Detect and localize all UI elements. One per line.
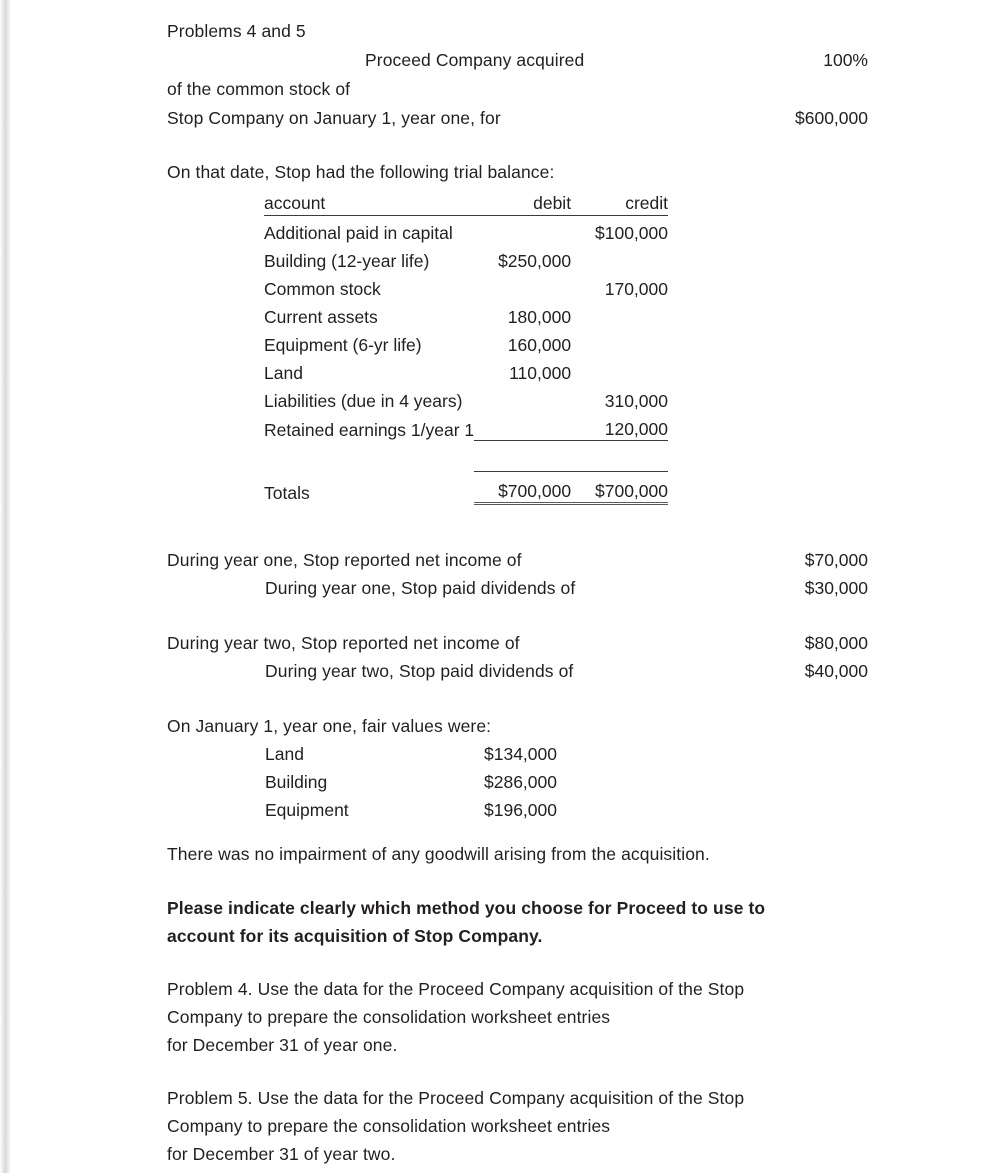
- problem-4-line-3: for December 31 of year one.: [167, 1035, 398, 1055]
- row-account: Current assets: [264, 307, 378, 327]
- acquired-percent: 100%: [823, 50, 868, 70]
- table-row: [264, 412, 668, 441]
- row-credit: $100,000: [595, 223, 668, 243]
- row-debit: 160,000: [507, 335, 572, 355]
- year-one-dividends-label: During year one, Stop paid dividends of: [265, 578, 576, 598]
- row-account: Common stock: [264, 279, 381, 299]
- row-debit: [474, 412, 571, 441]
- fair-value-label-building: Building: [265, 772, 328, 792]
- trial-balance-table: [264, 186, 668, 505]
- row-account: Equipment (6-yr life): [264, 335, 422, 355]
- row-account: Liabilities (due in 4 years): [264, 391, 463, 411]
- fair-values-intro: On January 1, year one, fair values were:: [167, 716, 492, 736]
- instruction-line-1: Please indicate clearly which method you choose for Proceed to use to: [167, 898, 766, 918]
- year-one-dividends-amount: $30,000: [804, 578, 868, 598]
- page-heading: Problems 4 and 5: [167, 21, 306, 41]
- row-debit: [474, 216, 571, 244]
- fair-value-amount-equipment: $196,000: [484, 800, 557, 820]
- instruction-line-2: account for its acquisition of Stop Company.: [167, 926, 543, 946]
- acquired-line: Proceed Company acquired: [365, 50, 585, 70]
- purchase-amount: $600,000: [795, 108, 868, 128]
- row-account: Retained earnings 1/year 1: [264, 419, 475, 440]
- fair-value-label-land: Land: [265, 744, 304, 764]
- row-account: Land: [264, 363, 303, 383]
- goodwill-note: There was no impairment of any goodwill arising from the acquisition.: [167, 844, 710, 864]
- row-account: Building (12-year life): [264, 251, 430, 271]
- year-two-dividends-label: During year two, Stop paid dividends of: [265, 661, 574, 681]
- year-two-net-income-label: During year two, Stop reported net income of: [167, 633, 520, 653]
- totals-debit: $700,000: [474, 472, 571, 504]
- row-account: Additional paid in capital: [264, 223, 453, 243]
- row-debit: $250,000: [498, 251, 572, 271]
- totals-label: Totals: [264, 482, 310, 503]
- row-credit: 170,000: [604, 279, 668, 299]
- table-row: [264, 384, 668, 412]
- row-credit: 310,000: [604, 391, 668, 411]
- row-debit: 180,000: [507, 307, 572, 327]
- year-one-net-income-label: During year one, Stop reported net income of: [167, 550, 522, 570]
- table-row: [264, 300, 668, 328]
- year-two-net-income-amount: $80,000: [804, 633, 868, 653]
- common-stock-line: of the common stock of: [167, 79, 351, 99]
- row-credit: [571, 244, 668, 272]
- problem-5-line-1: Problem 5. Use the data for the Proceed Company acquisition of the Stop: [167, 1088, 745, 1108]
- table-row: [264, 356, 668, 384]
- table-row: [264, 244, 668, 272]
- totals-credit: $700,000: [571, 472, 668, 504]
- problem-5-line-3: for December 31 of year two.: [167, 1144, 396, 1164]
- row-credit: [571, 328, 668, 356]
- purchase-line: Stop Company on January 1, year one, for: [167, 108, 501, 128]
- table-row: [264, 272, 668, 300]
- row-debit: 110,000: [509, 363, 572, 383]
- fair-value-amount-land: $134,000: [484, 744, 557, 764]
- fair-value-label-equipment: Equipment: [265, 800, 349, 820]
- trial-balance-intro: On that date, Stop had the following trial balance:: [167, 162, 555, 182]
- column-header-credit: credit: [625, 193, 668, 213]
- column-header-debit: debit: [533, 193, 572, 213]
- problem-4-line-1: Problem 4. Use the data for the Proceed Company acquisition of the Stop: [167, 979, 745, 999]
- table-row: [264, 216, 668, 244]
- fair-value-amount-building: $286,000: [484, 772, 557, 792]
- table-row: [264, 328, 668, 356]
- year-one-net-income-amount: $70,000: [804, 550, 868, 570]
- table-header-row: [264, 186, 668, 216]
- column-header-account: account: [264, 193, 326, 213]
- totals-row: [264, 472, 668, 504]
- table-spacer: [264, 441, 668, 472]
- row-credit: [571, 356, 668, 384]
- problem-5-line-2: Company to prepare the consolidation worksheet entries: [167, 1116, 611, 1136]
- row-credit: 120,000: [571, 412, 668, 441]
- row-debit: [474, 384, 571, 412]
- problem-4-line-2: Company to prepare the consolidation worksheet entries: [167, 1007, 611, 1027]
- row-credit: [571, 300, 668, 328]
- year-two-dividends-amount: $40,000: [804, 661, 868, 681]
- row-debit: [474, 272, 571, 300]
